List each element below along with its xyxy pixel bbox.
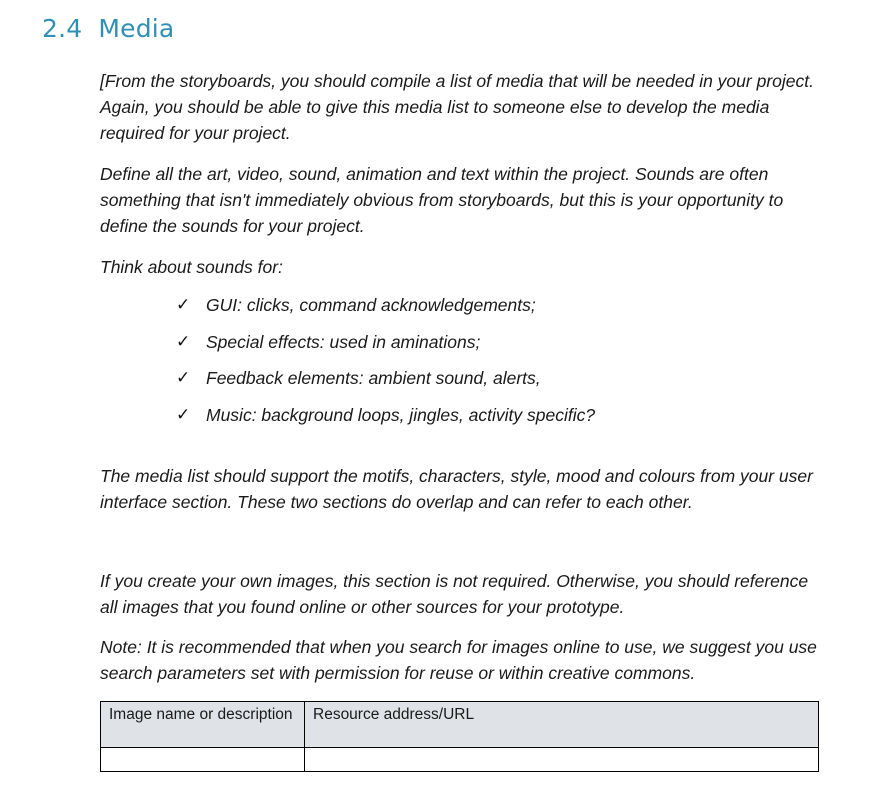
checklist-item-text: Special effects: used in aminations; xyxy=(206,331,481,352)
checklist-item-text: GUI: clicks, command acknowledgements; xyxy=(206,295,536,315)
checklist-item xyxy=(176,363,595,400)
table-header-row xyxy=(101,702,819,748)
support-paragraph: The media list should support the motifs, characters, style, mood and colours from your user interface section. These two sections do overlap and can refer to each other. xyxy=(100,466,813,512)
checkmark-icon: ✓ xyxy=(176,331,191,351)
checklist-item xyxy=(176,400,595,437)
checkmark-icon: ✓ xyxy=(176,368,191,388)
table-cell-resource-url[interactable] xyxy=(305,748,819,772)
checklist-item-text: Music: background loops, jingles, activity specific? xyxy=(206,405,596,426)
table-row xyxy=(101,748,819,772)
section-number: 2.4 xyxy=(42,14,83,43)
checkmark-icon: ✓ xyxy=(176,405,191,425)
images-paragraph: If you create your own images, this section is not required. Otherwise, you should reference all images that you found online or other sources for your prototype. xyxy=(100,571,809,617)
define-paragraph: Define all the art, video, sound, animation and text within the project. Sounds are often something that isn't immediately obvious from storyboards, but this is your opportunity to define the sounds for your project. xyxy=(100,164,784,236)
image-reference-table xyxy=(100,701,819,772)
intro-paragraph: [From the storyboards, you should compile a list of media that will be needed in your project. Again, you should be able to give this media list to someone else to develop the media required for your project. xyxy=(100,71,814,143)
checklist-item xyxy=(176,290,595,327)
checklist-item xyxy=(176,327,595,364)
column-header-resource-url: Resource address/URL xyxy=(305,702,819,748)
checklist-item-text: Feedback elements: ambient sound, alerts, xyxy=(206,368,541,389)
think-paragraph: Think about sounds for: xyxy=(100,257,283,277)
sound-checklist xyxy=(176,290,595,437)
note-paragraph: Note: It is recommended that when you search for images online to use, we suggest you use search parameters set with permission for reuse or within creative commons. xyxy=(100,637,817,683)
checkmark-icon: ✓ xyxy=(176,295,191,314)
section-heading xyxy=(42,14,174,43)
table-cell-image-name[interactable] xyxy=(101,748,305,772)
column-header-image-name: Image name or description xyxy=(101,702,305,748)
section-title: Media xyxy=(98,14,175,43)
